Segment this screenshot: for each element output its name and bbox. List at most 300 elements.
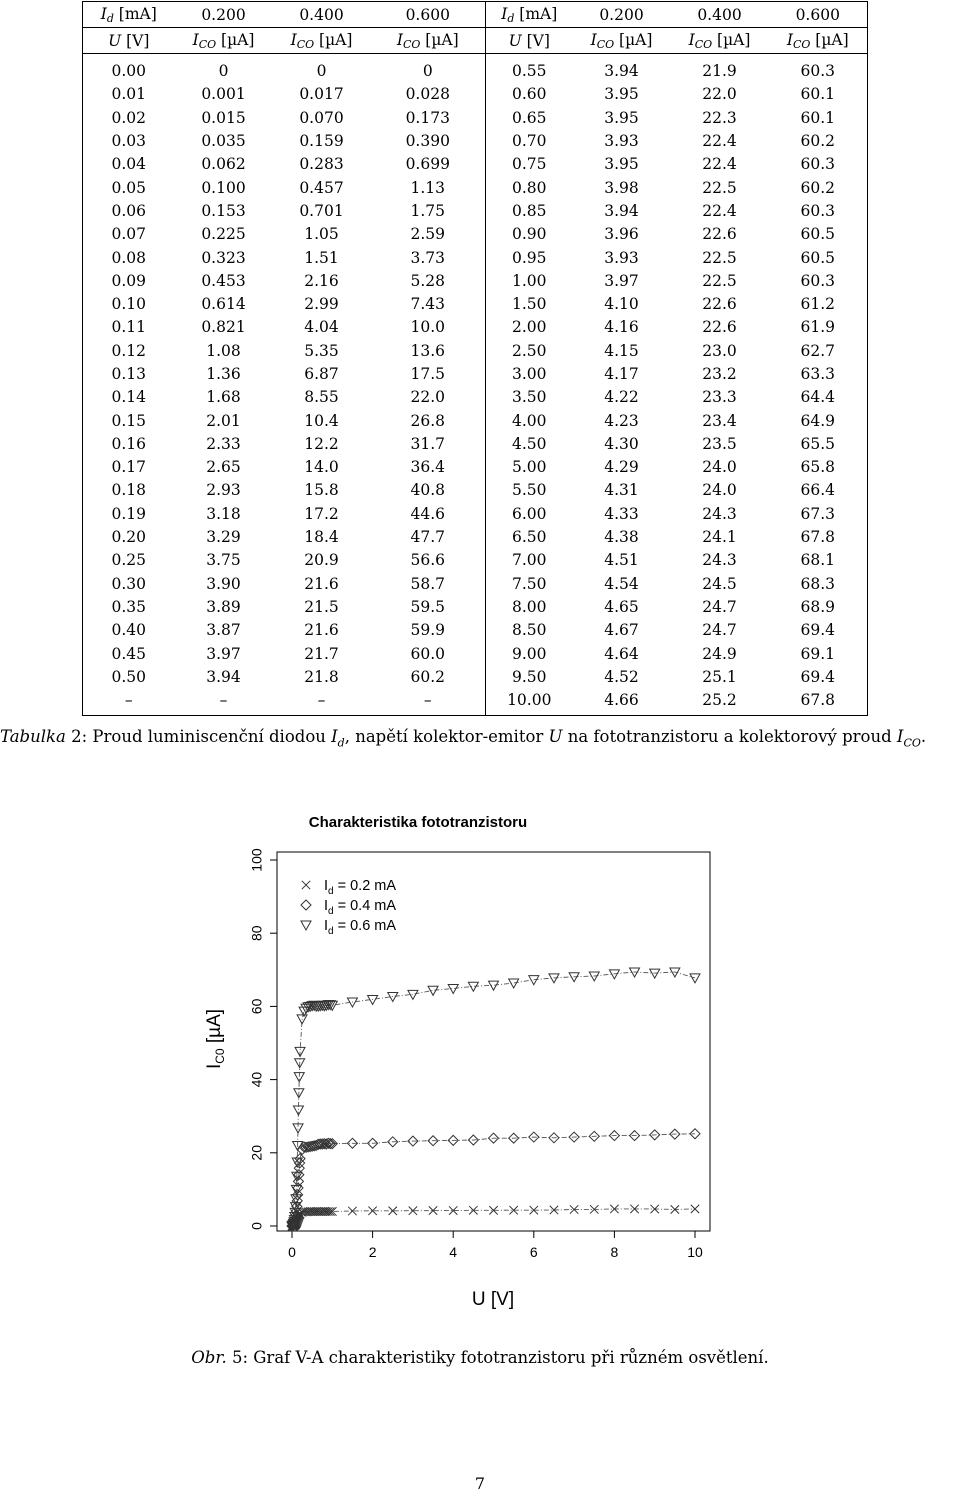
table-cell: 22.5	[702, 248, 737, 267]
table-cell: 24.7	[702, 621, 737, 640]
table-cell: 8.55	[304, 388, 339, 407]
table-row	[83, 246, 868, 269]
table-cell: 0.225	[201, 225, 246, 244]
table-cell: 22.4	[702, 201, 737, 220]
data-point	[670, 968, 680, 977]
table-header-cell: 0.600	[371, 2, 486, 28]
legend-label: $I_d = 0.2$ mA	[324, 878, 397, 897]
table-cell: 0.16	[83, 433, 175, 456]
table-cell: 3.94	[604, 201, 639, 220]
table-cell: 0.153	[201, 201, 246, 220]
table-cell: 0.015	[201, 108, 246, 127]
table-cell: 21.5	[304, 597, 339, 616]
caption-var-ico-sub: CO	[903, 736, 921, 750]
table-cell: 0.25	[83, 549, 175, 572]
table-cell: 2.93	[206, 481, 241, 500]
table-cell: 36.4	[371, 456, 486, 479]
table-cell: 3.73	[371, 246, 486, 269]
chart-characteristic	[190, 800, 750, 1320]
table-cell: 4.50	[486, 433, 573, 456]
table-cell: 4.16	[604, 318, 639, 337]
y-tick-label: 100	[248, 848, 265, 872]
table-cell: 2.50	[486, 340, 573, 363]
table-header-row-id	[83, 2, 868, 28]
table-cell: 67.3	[769, 503, 868, 526]
table-cell: 3.93	[604, 248, 639, 267]
table-cell: 0.699	[371, 153, 486, 176]
table-row	[83, 363, 868, 386]
table-row	[83, 223, 868, 246]
table-cell: 4.54	[604, 574, 639, 593]
table-cell: 0.13	[83, 363, 175, 386]
table-cell: 22.5	[702, 271, 737, 290]
table-cell: 0.80	[486, 176, 573, 199]
table-cell: 4.52	[604, 667, 639, 686]
table-row	[83, 293, 868, 316]
table-cell: 0.08	[83, 246, 175, 269]
table-cell: 0.070	[299, 108, 344, 127]
table-cell: 0.15	[83, 409, 175, 432]
table-cell: 2.33	[206, 434, 241, 453]
table-cell: –	[83, 689, 175, 716]
table-cell: 6.00	[486, 503, 573, 526]
data-point	[489, 981, 499, 990]
table-cell: 21.7	[304, 644, 339, 663]
x-tick-label: 10	[687, 1244, 703, 1260]
table-cell: 0.06	[83, 200, 175, 223]
table-cell: 60.5	[769, 246, 868, 269]
caption-var-i: I	[331, 727, 338, 746]
table-cell: 0.028	[371, 83, 486, 106]
caption-var-u: U	[548, 727, 563, 746]
table-cell: 0.30	[83, 573, 175, 596]
table-header-cell: 0.600	[769, 2, 868, 28]
x-axis-label: U [V]	[471, 1289, 515, 1310]
figure-caption	[0, 1348, 960, 1367]
series-line	[292, 972, 695, 1226]
table-row	[83, 433, 868, 456]
table-cell: 3.89	[206, 597, 241, 616]
table-cell: 60.1	[769, 107, 868, 130]
table-cell: 69.1	[769, 642, 868, 665]
table-cell: 13.6	[371, 340, 486, 363]
table-header-cell: U [V]	[83, 28, 175, 54]
table-cell: 1.50	[486, 293, 573, 316]
table-cell: 0.614	[201, 295, 246, 314]
table-cell: 0.01	[83, 83, 175, 106]
table-header-cell: $I_{CO}$ [µA]	[671, 28, 769, 54]
table-cell: 3.29	[206, 528, 241, 547]
table-cell: 4.23	[604, 411, 639, 430]
caption-text-3: na fototranzistoru a kolektorový proud	[562, 727, 897, 746]
table-cell: 66.4	[769, 479, 868, 502]
table-cell: 68.9	[769, 596, 868, 619]
table-header-cell: U [V]	[486, 28, 573, 54]
table-cell: 3.00	[486, 363, 573, 386]
table-cell: 24.0	[702, 458, 737, 477]
table-header-cell: $I_{CO}$ [µA]	[273, 28, 371, 54]
legend-label: $I_d = 0.6$ mA	[324, 918, 397, 937]
table-cell: 1.68	[206, 388, 241, 407]
table-cell: 0.95	[486, 246, 573, 269]
table-cell: 23.5	[702, 434, 737, 453]
table-cell: 25.2	[671, 689, 769, 716]
table-cell: 44.6	[371, 503, 486, 526]
table-cell: 2.01	[206, 411, 241, 430]
table-row	[83, 316, 868, 339]
table-cell: 0	[218, 62, 229, 81]
caption-var-i-sub: d	[337, 736, 345, 750]
table-cell: 61.2	[769, 293, 868, 316]
table-cell: 60.1	[769, 83, 868, 106]
table-cell: 4.66	[573, 689, 671, 716]
table-header-cell: $I_{CO}$ [µA]	[769, 28, 868, 54]
table-cell: 0.12	[83, 340, 175, 363]
table-cell: 0.55	[486, 54, 573, 84]
table-cell: 0.20	[83, 526, 175, 549]
table-cell: 6.87	[304, 365, 339, 383]
table-cell: 0.35	[83, 596, 175, 619]
table-cell: 5.00	[486, 456, 573, 479]
data-point	[650, 969, 660, 978]
table-header-cell: 0.400	[273, 2, 371, 28]
table-cell: 1.75	[371, 200, 486, 223]
data-point	[468, 982, 478, 991]
table-cell: 0.173	[371, 107, 486, 130]
table-cell: 69.4	[769, 666, 868, 689]
y-tick-label: 0	[248, 1222, 265, 1230]
table-row	[83, 340, 868, 363]
table-cell: 3.95	[604, 108, 639, 127]
chart-legend	[301, 878, 396, 937]
data-point	[509, 979, 519, 988]
table-cell: 0.035	[201, 132, 246, 151]
table-cell: –	[371, 689, 486, 716]
table-header-cell: $I_d$ [mA]	[486, 2, 573, 28]
table-cell: 0.60	[486, 83, 573, 106]
table-header-cell: 0.200	[175, 2, 273, 28]
x-tick-label: 8	[610, 1244, 619, 1260]
table-cell: 4.30	[604, 434, 639, 453]
table-cell: 24.1	[702, 528, 737, 547]
table-cell: 4.65	[604, 597, 639, 616]
legend-marker	[301, 900, 311, 910]
table-cell: 3.97	[206, 644, 241, 663]
table-cell: –	[273, 689, 371, 716]
table-cell: 22.4	[702, 155, 737, 174]
table-cell: 0.159	[299, 132, 344, 151]
table-cell: 67.8	[769, 689, 868, 716]
table-cell: 0.50	[83, 666, 175, 689]
figure-caption-text: 5: Graf V-A charakteristiky fototranzistoru při různém osvětlení.	[226, 1348, 769, 1367]
table-cell: 67.8	[769, 526, 868, 549]
table-cell: 0.05	[83, 176, 175, 199]
table-cell: 0	[371, 54, 486, 84]
table-cell: 40.8	[371, 479, 486, 502]
plot-axes	[204, 848, 710, 1260]
table-cell: 0.11	[83, 316, 175, 339]
table-row	[83, 176, 868, 199]
table-cell: 7.43	[371, 293, 486, 316]
table-row	[83, 270, 868, 293]
table-cell: 3.95	[604, 85, 639, 104]
table-cell: 0.701	[299, 201, 344, 220]
x-tick-label: 2	[368, 1244, 377, 1260]
table-row	[83, 456, 868, 479]
y-tick-label: 80	[248, 925, 265, 941]
table-row	[83, 386, 868, 409]
table-cell: 1.00	[486, 270, 573, 293]
table-cell: 10.0	[371, 316, 486, 339]
table-cell: 25.1	[702, 667, 737, 686]
table-header-cell: $I_{CO}$ [µA]	[175, 28, 273, 54]
table-cell: 23.2	[702, 365, 737, 383]
table-cell: 24.3	[702, 551, 737, 570]
table-row	[83, 666, 868, 689]
table-cell: 1.08	[206, 341, 241, 360]
table-cell: 64.4	[769, 386, 868, 409]
caption-text-1: 2: Proud luminiscenční diodou	[65, 727, 332, 746]
table-cell: 0.07	[83, 223, 175, 246]
table-row	[83, 526, 868, 549]
table-cell: 5.50	[486, 479, 573, 502]
table-row	[83, 573, 868, 596]
table-cell: 0.04	[83, 153, 175, 176]
table-cell: 65.5	[769, 433, 868, 456]
caption-prefix: Tabulka	[0, 727, 66, 746]
caption-text-4: .	[920, 727, 927, 746]
table-cell: 9.00	[486, 642, 573, 665]
table-cell: 0.90	[486, 223, 573, 246]
figure-caption-prefix: Obr.	[191, 1348, 227, 1367]
table-cell: 5.35	[304, 341, 339, 360]
table-cell: 3.98	[604, 178, 639, 197]
table-cell: 17.5	[371, 363, 486, 386]
table-cell: 0.001	[201, 85, 246, 104]
table-cell: 21.6	[304, 621, 339, 640]
table-cell: 61.9	[769, 316, 868, 339]
table-cell: –	[175, 689, 273, 716]
y-tick-label: 40	[248, 1071, 265, 1088]
table-cell: 8.50	[486, 619, 573, 642]
table-cell: 60.2	[769, 130, 868, 153]
table-cell: 0.10	[83, 293, 175, 316]
table-cell: 60.5	[769, 223, 868, 246]
data-point	[691, 1205, 699, 1213]
table-cell: 22.6	[702, 295, 737, 314]
table-cell: 0.03	[83, 130, 175, 153]
table-cell: 4.64	[604, 644, 639, 663]
table-row	[83, 619, 868, 642]
table-cell: 0.14	[83, 386, 175, 409]
table-cell: 60.2	[769, 176, 868, 199]
table-row	[83, 596, 868, 619]
page-number: 7	[474, 1474, 486, 1493]
table-header-cell: 0.200	[573, 2, 671, 28]
table-cell: 2.65	[206, 458, 241, 477]
table-cell: 23.0	[702, 341, 737, 360]
table-cell: 24.3	[702, 504, 737, 523]
table-cell: 60.0	[371, 642, 486, 665]
table-caption	[0, 727, 960, 749]
data-point	[690, 974, 700, 983]
table-header-row-units	[83, 28, 868, 54]
table-cell: 4.51	[604, 551, 639, 570]
table-cell: 24.0	[702, 481, 737, 500]
table-body	[83, 54, 868, 716]
table-cell: 64.9	[769, 409, 868, 432]
table-cell: 0.75	[486, 153, 573, 176]
table-cell: 3.94	[604, 62, 639, 81]
table-cell: 0	[316, 62, 327, 81]
legend-marker	[301, 921, 311, 930]
table-cell: 17.2	[304, 504, 339, 523]
table-cell: 9.50	[486, 666, 573, 689]
table-cell: 0.19	[83, 503, 175, 526]
table-cell: 22.0	[371, 386, 486, 409]
table-cell: 68.3	[769, 573, 868, 596]
table-row	[83, 200, 868, 223]
table-header-cell: $I_{CO}$ [µA]	[371, 28, 486, 54]
table-cell: 31.7	[371, 433, 486, 456]
table-cell: 59.5	[371, 596, 486, 619]
table-cell: 0.062	[201, 155, 246, 174]
table-cell: 4.67	[604, 621, 639, 640]
table-row	[83, 107, 868, 130]
table-cell: 0.457	[299, 178, 344, 197]
table-cell: 5.28	[371, 270, 486, 293]
table-cell: 22.3	[702, 108, 737, 127]
data-point	[428, 986, 438, 995]
table-cell: 56.6	[371, 549, 486, 572]
table-cell: 60.3	[769, 54, 868, 84]
table-cell: 8.00	[486, 596, 573, 619]
measurement-table	[82, 1, 868, 716]
table-cell: 2.99	[304, 295, 339, 314]
table-cell: 4.29	[604, 458, 639, 477]
chart-title: Charakteristika fototranzistoru	[308, 814, 528, 831]
table-cell: 3.90	[206, 574, 241, 593]
table-cell: 0.323	[201, 248, 246, 267]
table-cell: 60.3	[769, 270, 868, 293]
table-cell: 0.17	[83, 456, 175, 479]
table-row	[83, 130, 868, 153]
table-cell: 1.05	[304, 225, 339, 244]
table-cell: 22.5	[702, 178, 737, 197]
caption-var-ico: I	[896, 727, 904, 746]
data-point	[529, 976, 539, 985]
table-cell: 47.7	[371, 526, 486, 549]
table-cell: 10.4	[304, 411, 339, 430]
table-cell: 23.3	[702, 388, 737, 407]
table-cell: 4.04	[304, 318, 339, 337]
legend-marker	[302, 881, 310, 889]
table-cell: 4.33	[604, 504, 639, 523]
data-point	[549, 974, 559, 983]
table-row	[83, 503, 868, 526]
plot-marks	[287, 968, 700, 1231]
table-header-cell: 0.400	[671, 2, 769, 28]
table-cell: 21.6	[304, 574, 339, 593]
table-cell: 3.75	[206, 551, 241, 570]
table-cell: 58.7	[371, 573, 486, 596]
table-cell: 0.18	[83, 479, 175, 502]
table-cell: 4.00	[486, 409, 573, 432]
data-point	[448, 984, 458, 993]
table-cell: 3.87	[206, 621, 241, 640]
table-cell: 22.0	[702, 85, 737, 104]
table-cell: 3.95	[604, 155, 639, 174]
y-tick-label: 20	[248, 1145, 265, 1161]
table-cell: 15.8	[304, 481, 339, 500]
table-cell: 0.017	[299, 85, 344, 104]
table-cell: 10.00	[486, 689, 573, 716]
table-row	[83, 479, 868, 502]
table-row	[83, 409, 868, 432]
table-cell: 59.9	[371, 619, 486, 642]
table-cell: 4.22	[604, 388, 639, 407]
table-cell: 2.16	[304, 271, 339, 290]
table-cell: 12.2	[304, 434, 339, 453]
caption-text-2: , napětí kolektor-emitor	[344, 727, 549, 746]
table-cell: 3.93	[604, 132, 639, 151]
table-cell: 0.100	[201, 178, 246, 197]
table-cell: 68.1	[769, 549, 868, 572]
table-cell: 18.4	[304, 528, 339, 547]
table-cell: 0.40	[83, 619, 175, 642]
table-cell: 2.59	[371, 223, 486, 246]
legend-label: $I_d = 0.4$ mA	[324, 898, 397, 917]
table-cell: 6.50	[486, 526, 573, 549]
table-cell: 60.3	[769, 153, 868, 176]
table-cell: 2.00	[486, 316, 573, 339]
table-row	[83, 54, 868, 84]
table-header-cell: $I_{CO}$ [µA]	[573, 28, 671, 54]
table-cell: 1.36	[206, 365, 241, 383]
x-tick-label: 0	[288, 1244, 296, 1260]
table-cell: 0.390	[371, 130, 486, 153]
table-row	[83, 689, 868, 716]
table-row	[83, 83, 868, 106]
table-cell: 21.8	[304, 667, 339, 686]
table-cell: 4.31	[604, 481, 639, 500]
table-cell: 20.9	[304, 551, 339, 570]
table-cell: 1.13	[371, 176, 486, 199]
data-point	[690, 1129, 700, 1139]
table-cell: 0.02	[83, 107, 175, 130]
table-cell: 22.6	[702, 318, 737, 337]
table-cell: 24.5	[702, 574, 737, 593]
table-cell: 0.85	[486, 200, 573, 223]
table-row	[83, 549, 868, 572]
table-cell: 0.453	[201, 271, 246, 290]
table-cell: 3.18	[206, 504, 241, 523]
table-cell: 22.4	[702, 132, 737, 151]
table-cell: 69.4	[769, 619, 868, 642]
table-cell: 65.8	[769, 456, 868, 479]
table-cell: 14.0	[304, 458, 339, 477]
table-cell: 26.8	[371, 409, 486, 432]
table-cell: 23.4	[702, 411, 737, 430]
table-header-cell: $I_d$ [mA]	[83, 2, 175, 28]
table-cell: 0.65	[486, 107, 573, 130]
x-tick-label: 6	[529, 1244, 538, 1260]
table-cell: 3.94	[206, 667, 241, 686]
table-cell: 3.97	[604, 271, 639, 290]
x-tick-label: 4	[449, 1244, 458, 1260]
table-row	[83, 642, 868, 665]
table-cell: 21.9	[702, 62, 737, 81]
